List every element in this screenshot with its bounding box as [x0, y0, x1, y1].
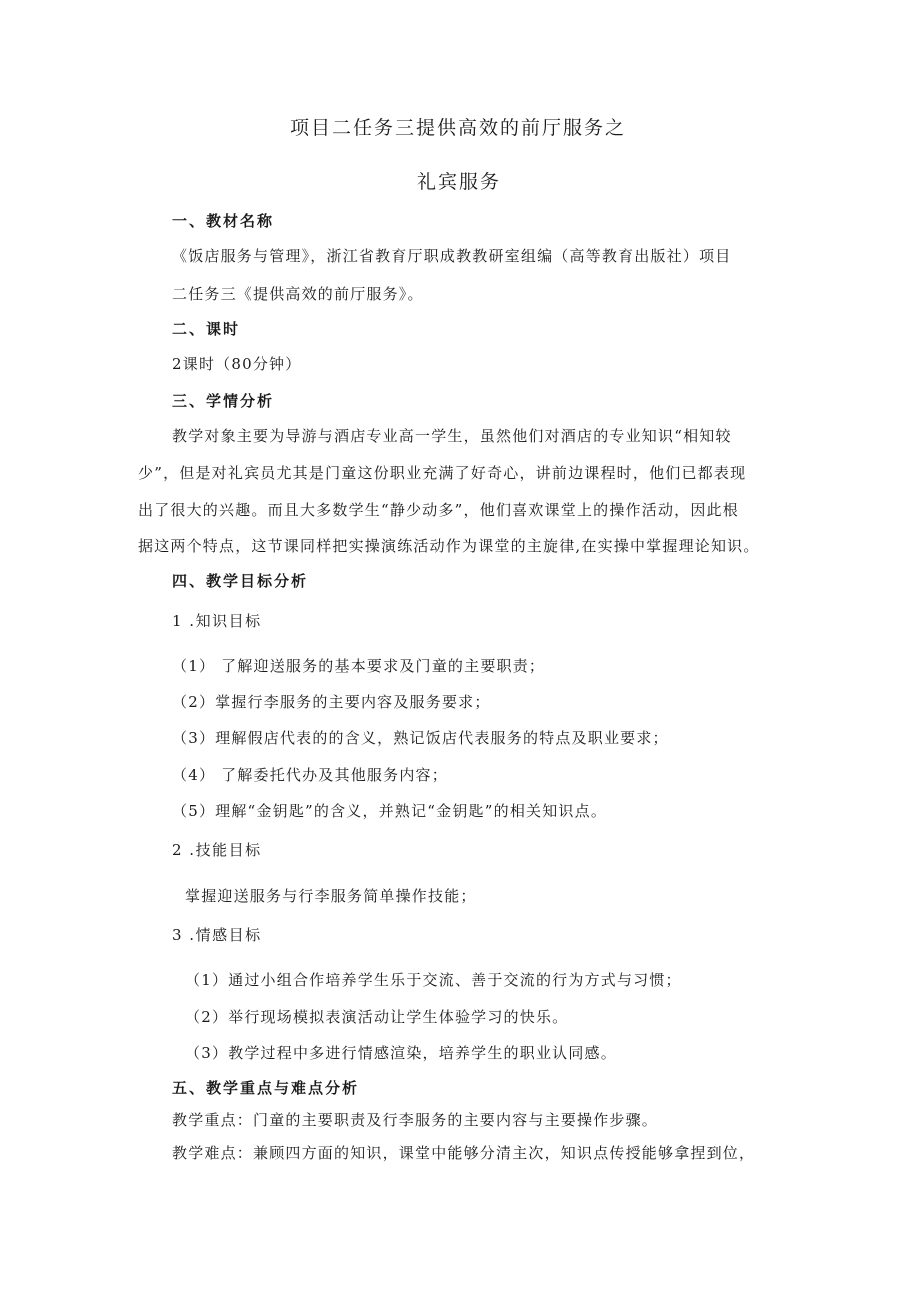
student-analysis-line-3: 出了很大的兴趣。而且大多数学生“静少动多”，他们喜欢课堂上的操作活动，因此根: [138, 501, 739, 519]
student-analysis-line-1: 教学对象主要为导游与酒店专业高一学生，虽然他们对酒店的专业知识“相知较: [172, 427, 732, 445]
section-heading-textbook: 一、教材名称: [172, 212, 275, 230]
document-title-line-1: 项目二任务三提供高效的前厅服务之: [290, 117, 627, 139]
skill-objective-text: 掌握迎送服务与行李服务简单操作技能；: [185, 887, 477, 905]
student-analysis-line-4: 据这两个特点，这节课同样把实操演练活动作为课堂的主旋律,在实操中掌握理论知识。: [138, 537, 760, 555]
class-hours-text: 2课时（80分钟）: [172, 355, 302, 373]
section-heading-teaching-objectives: 四、教学目标分析: [172, 572, 309, 590]
key-point-text: 教学重点：门童的主要职责及行李服务的主要内容与主要操作步骤。: [172, 1111, 659, 1129]
knowledge-objectives-heading: 1 .知识目标: [172, 612, 262, 630]
section-heading-class-hours: 二、课时: [172, 320, 241, 338]
emotion-item-2: （2）举行现场模拟表演活动让学生体验学习的快乐。: [185, 1008, 569, 1026]
knowledge-item-3: （3）理解假店代表的的含义，熟记饭店代表服务的特点及职业要求；: [172, 729, 669, 747]
student-analysis-line-2: 少”，但是对礼宾员尤其是门童这份职业充满了好奇心，讲前边课程时，他们已都表现: [138, 464, 747, 482]
section-heading-key-points: 五、教学重点与难点分析: [172, 1079, 360, 1097]
emotion-item-1: （1）通过小组合作培养学生乐于交流、善于交流的行为方式与习惯；: [185, 971, 682, 989]
knowledge-item-4: （4） 了解委托代办及其他服务内容；: [172, 766, 448, 784]
knowledge-item-5: （5）理解“金钥匙”的含义，并熟记“金钥匙”的相关知识点。: [172, 802, 608, 820]
document-title-line-2: 礼宾服务: [417, 171, 502, 193]
knowledge-item-2: （2）掌握行李服务的主要内容及服务要求；: [172, 693, 491, 711]
emotion-item-3: （3）教学过程中多进行情感渲染，培养学生的职业认同感。: [185, 1044, 617, 1062]
emotion-objectives-heading: 3 .情感目标: [172, 926, 262, 944]
textbook-line-1: 《饭店服务与管理》，浙江省教育厅职成教教研室组编（高等教育出版社）项目: [172, 247, 732, 265]
difficulty-text: 教学难点：兼顾四方面的知识，课堂中能够分清主次，知识点传授能够拿捏到位，: [172, 1144, 756, 1162]
knowledge-item-1: （1） 了解迎送服务的基本要求及门童的主要职责；: [172, 657, 546, 675]
section-heading-student-analysis: 三、学情分析: [172, 392, 275, 410]
skill-objectives-heading: 2 .技能目标: [172, 841, 262, 859]
textbook-line-2: 二任务三《提供高效的前厅服务》。: [172, 285, 424, 303]
